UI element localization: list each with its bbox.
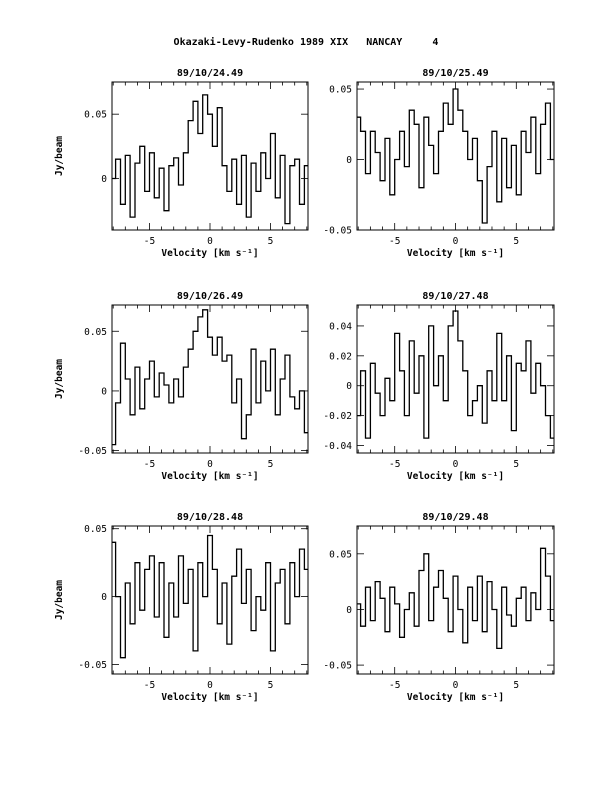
y-tick-label: 0.05 (84, 524, 107, 536)
x-tick-label: 0 (207, 459, 213, 470)
y-tick-label: 0 (101, 174, 107, 186)
y-tick-label: 0.05 (329, 549, 352, 561)
panel-title: 89/10/29.48 (422, 512, 489, 523)
spectrum-line (112, 95, 308, 224)
y-tick-label: -0.04 (323, 441, 352, 453)
spectrum-line (112, 536, 308, 658)
y-tick-label: 0 (346, 381, 352, 393)
spectrum-panel-6 (323, 512, 554, 703)
y-tick-label: 0 (346, 155, 352, 167)
x-axis-label: Velocity [km s⁻¹] (406, 692, 505, 703)
spectrum-panel-1 (54, 68, 308, 259)
plot-frame (112, 305, 308, 453)
plot-frame (357, 305, 554, 453)
spectrum-panel-2 (323, 68, 554, 259)
y-tick-label: -0.02 (323, 411, 352, 423)
y-tick-label: 0.05 (84, 326, 107, 338)
panel-title: 89/10/28.48 (176, 512, 244, 523)
panel-title: 89/10/24.49 (176, 68, 244, 79)
x-tick-label: 0 (452, 236, 459, 247)
x-tick-label: 5 (513, 459, 520, 470)
y-tick-label: -0.05 (323, 225, 352, 237)
y-axis-label: Jy/beam (54, 579, 65, 621)
x-tick-label: -5 (143, 459, 156, 470)
x-tick-label: -5 (388, 236, 401, 247)
x-tick-label: 0 (452, 459, 459, 470)
plot-frame (112, 526, 308, 674)
spectrum-panel-5 (54, 512, 308, 703)
x-tick-label: -5 (388, 459, 401, 470)
y-tick-label: 0.04 (329, 321, 352, 333)
y-tick-label: -0.05 (323, 660, 352, 672)
x-tick-label: -5 (143, 680, 156, 691)
x-tick-label: 0 (207, 680, 213, 691)
y-tick-label: 0.05 (84, 109, 107, 121)
panel-title: 89/10/26.49 (176, 291, 244, 302)
x-axis-label: Velocity [km s⁻¹] (161, 471, 259, 482)
y-tick-label: 0 (101, 386, 107, 398)
page-title: Okazaki-Levy-Rudenko 1989 XIX NANCAY 4 (173, 37, 439, 48)
plot-frame (357, 82, 554, 230)
x-tick-label: 5 (267, 236, 274, 247)
y-tick-label: 0 (101, 592, 107, 604)
x-axis-label: Velocity [km s⁻¹] (406, 248, 505, 259)
x-tick-label: 5 (513, 680, 520, 691)
y-tick-label: -0.05 (78, 659, 107, 671)
y-tick-label: 0 (346, 604, 352, 616)
x-axis-label: Velocity [km s⁻¹] (161, 248, 259, 259)
x-tick-label: -5 (388, 680, 401, 691)
spectrum-panel-4 (323, 291, 554, 482)
x-tick-label: 0 (207, 236, 213, 247)
x-axis-label: Velocity [km s⁻¹] (406, 471, 505, 482)
y-axis-label: Jy/beam (54, 358, 65, 400)
y-tick-label: 0.05 (329, 84, 352, 96)
panel-title: 89/10/25.49 (422, 68, 489, 79)
y-axis-label: Jy/beam (54, 135, 65, 177)
plot-frame (112, 82, 308, 230)
spectrum-panel-3 (54, 291, 308, 482)
x-tick-label: 0 (452, 680, 459, 691)
plot-frame (357, 526, 554, 674)
spectrum-line (357, 89, 554, 223)
x-tick-label: 5 (513, 236, 520, 247)
spectrum-line (357, 548, 554, 648)
x-axis-label: Velocity [km s⁻¹] (161, 692, 259, 703)
spectrum-line (112, 310, 308, 445)
panel-title: 89/10/27.48 (422, 291, 489, 302)
x-tick-label: -5 (143, 236, 156, 247)
x-tick-label: 5 (267, 459, 274, 470)
spectrum-line (357, 311, 554, 438)
y-tick-label: -0.05 (78, 446, 107, 458)
y-tick-label: 0.02 (329, 351, 352, 363)
x-tick-label: 5 (267, 680, 274, 691)
